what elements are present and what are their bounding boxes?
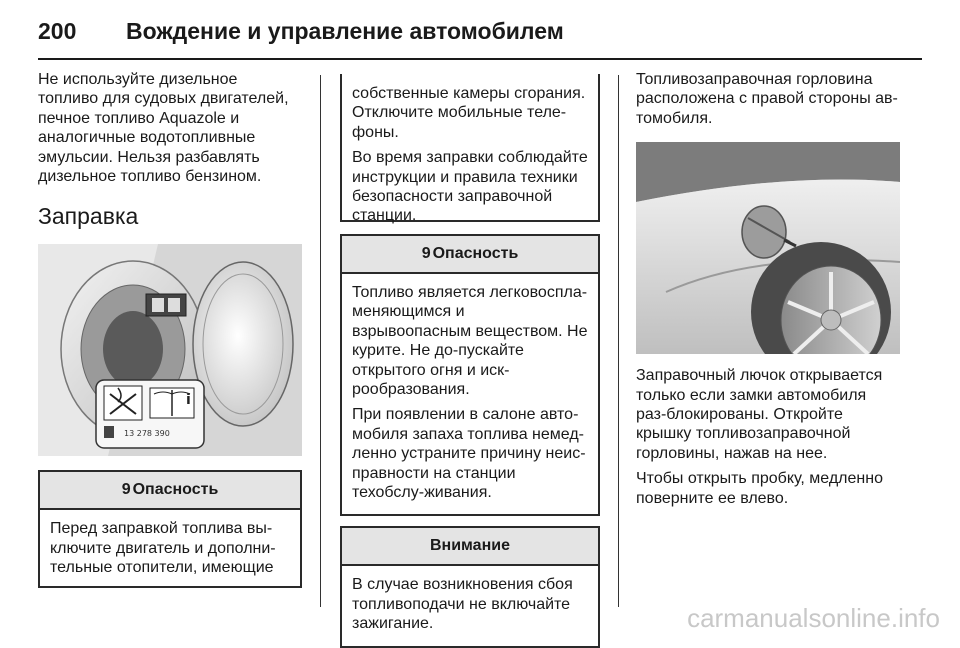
danger-box-text: Перед заправкой топлива вы-ключите двигатель и дополни-тельные отопители, имеющие — [50, 520, 276, 577]
column-1 — [38, 70, 302, 588]
column-divider — [618, 75, 619, 607]
danger-box-header — [40, 472, 300, 510]
cap-opening-paragraph: Чтобы открыть пробку, медленно поверните ее влево. — [636, 470, 883, 507]
car-side-illustration — [636, 142, 900, 354]
car-side-drawing — [636, 142, 900, 354]
column-divider — [320, 75, 321, 607]
danger-continued-text-1: собственные камеры сгорания. Отключите мобильные теле-фоны. — [352, 85, 586, 141]
danger-box — [340, 234, 600, 516]
column-3 — [636, 70, 900, 514]
page-header — [38, 12, 914, 52]
danger-box-text-1: Топливо является легковоспла-меняющимся и взрывоопасным веществом. Не курите. Не до-пускайте открытого огня и иск-рообразования. — [352, 284, 588, 399]
header-divider — [38, 58, 922, 60]
column-2 — [340, 74, 600, 648]
danger-continued-text-2: Во время заправки соблюдайте инструкции и правила техники безопасности заправочной станции. — [352, 149, 588, 225]
filler-location-paragraph: Топливозаправочная горловина расположена с правой стороны ав-томобиля. — [636, 71, 898, 127]
svg-text:i: i — [186, 392, 191, 409]
danger-box-title: Опасность — [132, 481, 219, 499]
danger-box-title: Опасность — [432, 245, 519, 262]
warning-icon: 9 — [121, 481, 131, 499]
page-number: 200 — [38, 18, 77, 44]
danger-box-text-2: При появлении в салоне авто-мобиля запаха топлива немед-ленно устраните причину неис-правности на станции техобслу-живания. — [352, 406, 586, 502]
danger-box-header — [342, 236, 598, 274]
flap-opening-paragraph: Заправочный лючок открывается только если замки автомобиля раз-блокированы. Откройте крышку топливозаправочной горловины, нажав на нее. — [636, 367, 883, 462]
fuel-cap-drawing — [38, 244, 302, 456]
section-title: Заправка — [38, 203, 139, 230]
caution-box — [340, 526, 600, 647]
warning-icon: 9 — [421, 245, 431, 262]
caution-box-text: В случае возникновения сбоя топливоподачи не включайте зажигание. — [352, 576, 573, 633]
intro-paragraph: Не используйте дизельное топливо для судовых двигателей, печное топливо Aquazole и аналогичные водотопливные эмульсии. Нельзя разбавлять дизельное топливо бензином. — [38, 71, 289, 186]
figure-number: 13 278 390 — [124, 429, 170, 439]
danger-box — [38, 470, 302, 587]
caution-box-header: Внимание — [342, 528, 598, 566]
page-title: Вождение и управление автомобилем — [126, 18, 564, 44]
danger-box-continued — [340, 74, 600, 225]
watermark: carmanualsonline.info — [687, 603, 940, 633]
fuel-cap-illustration — [38, 244, 302, 456]
